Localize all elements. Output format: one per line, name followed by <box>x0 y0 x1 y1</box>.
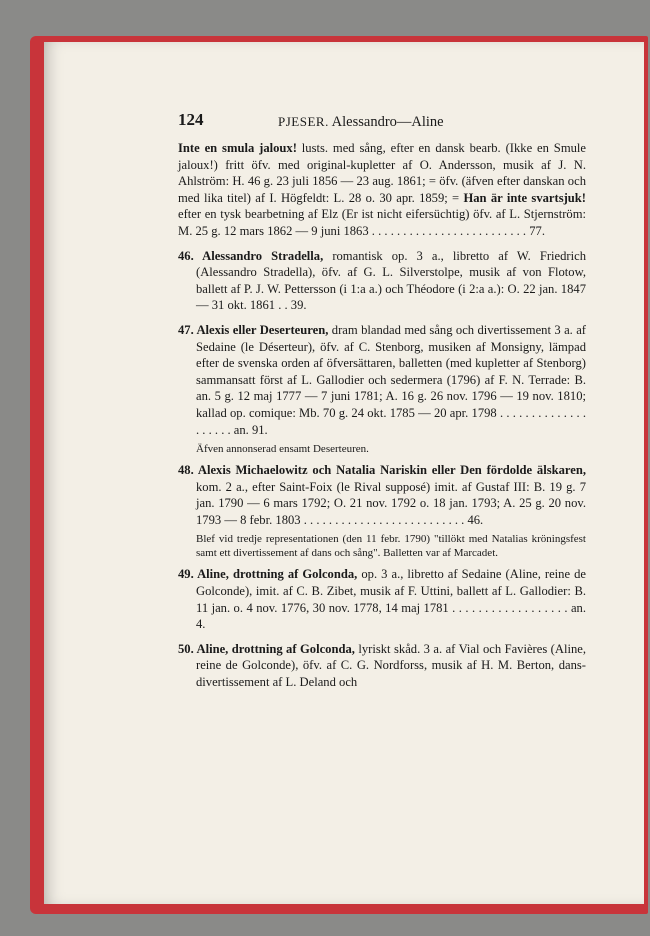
entry-text: op. 3 a., libretto af Sedaine (Aline, reine de Golconde), imit. af C. B. Zibet, musik af F. Uttini, ballett af L. Gallodier: B. 11 jan. o. 4 nov. 1776, 30 nov. 1778, 14 maj 1781 . . . . . . . . . . . . . . . . . . an. 4. <box>196 567 586 632</box>
entry-title: 48. Alexis Michaelowitz och Natalia Nariskin eller Den fördolde älskaren, <box>178 463 586 478</box>
page-number: 124 <box>178 110 204 129</box>
running-title-prefix: PJESER. <box>278 114 329 129</box>
entry-title: Inte en smula jaloux! <box>178 141 297 155</box>
entry-text: romantisk op. 3 a., libretto af W. Friedrich (Alessandro Stradella), öfv. af G. L. Silverstolpe, musik af von Flotow, ballett af P. J. W. Pettersson (i 1:a a.) och Théodore (i 2:a a.): O. 22 jan. 1847 — 31 okt. 1861 . . 39. <box>196 248 586 313</box>
entry-inte-en-smula <box>178 140 586 240</box>
entry-47 <box>178 322 586 438</box>
entry-title: 50. Aline, drottning af Golconda, <box>178 641 355 656</box>
entry-title: 49. Aline, drottning af Golconda, <box>178 567 358 582</box>
entry-title: 47. Alexis eller Deserteuren, <box>178 322 329 337</box>
running-title <box>278 114 444 131</box>
entry-text: lyriskt skåd. 3 a. af Vial och Favières (Aline, reine de Golconde), öfv. af C. G. Nordforss, musik af H. M. Berton, dans-divertissement af L. Deland och <box>196 641 586 690</box>
entry-50 <box>178 641 586 691</box>
entry-46 <box>178 248 586 314</box>
entry-text: dram blandad med sång och divertissement 3 a. af Sedaine (le Déserteur), öfv. af C. Stenborg, musiken af Monsigny, lämpad efter de svenska orden af öfversättaren, balletten (med kupletter af Stenborg) sammansatt först af L. Gallodier och sedermera (1796) af F. N. Terrade: B. an. 5 g. 12 maj 1777 — 7 juni 1781; A. 16 g. 26 nov. 1796 — 19 nov. 1810; kallad op. comique: Mb. 70 g. 24 okt. 1785 — 20 apr. 1798 . . . . . . . . . . . . . . . . . . . . an. 91. <box>196 322 586 437</box>
page-content <box>178 112 586 691</box>
page-header <box>178 112 586 134</box>
entry-text: efter en tysk bearbetning af Elz (Er ist nicht eifersüchtig) öfv. af L. Stjernström: M. 25 g. 12 mars 1862 — 9 juni 1863 . . . . . . . . . . . . . . . . . . . . . . . . . 77. <box>178 207 586 238</box>
entry-title: Han är inte svartsjuk! <box>463 190 586 205</box>
running-title-text: Alessandro—Aline <box>331 114 444 130</box>
entry-47-note: Äfven annonserad ensamt Deserteuren. <box>196 443 369 456</box>
entry-48 <box>178 462 586 528</box>
entry-48-note: Blef vid tredje representationen (den 11 febr. 1790) "tillökt med Natalias kröningsfest samt ett divertissement af dans och sång". Balletten var af Marcadet. <box>196 533 586 560</box>
entry-text: kom. 2 a., efter Saint-Foix (le Rival supposé) imit. af Gustaf III: B. 19 g. 7 jan. 1790 — 6 mars 1792; O. 21 nov. 1792 o. 18 jan. 1793; A. 25 g. 20 nov. 1793 — 8 febr. 1803 . . . . . . . . . . . . . . . . . . . . . . . . . . 46. <box>196 479 586 527</box>
entry-49 <box>178 566 586 632</box>
entry-text: lusts. med sång, efter en dansk bearb. (Ikke en Smule jaloux!) fritt öfv. med original-kupletter af O. Andersson, musik af J. N. Ahlström: H. 46 g. 23 juli 1856 — 23 aug. 1861; = öfv. (äfven efter danskan och med lika titel) af I. Högfeldt: L. 28 o. 30 apr. 1859; = <box>178 141 586 205</box>
entry-title: 46. Alessandro Stradella, <box>178 248 324 263</box>
